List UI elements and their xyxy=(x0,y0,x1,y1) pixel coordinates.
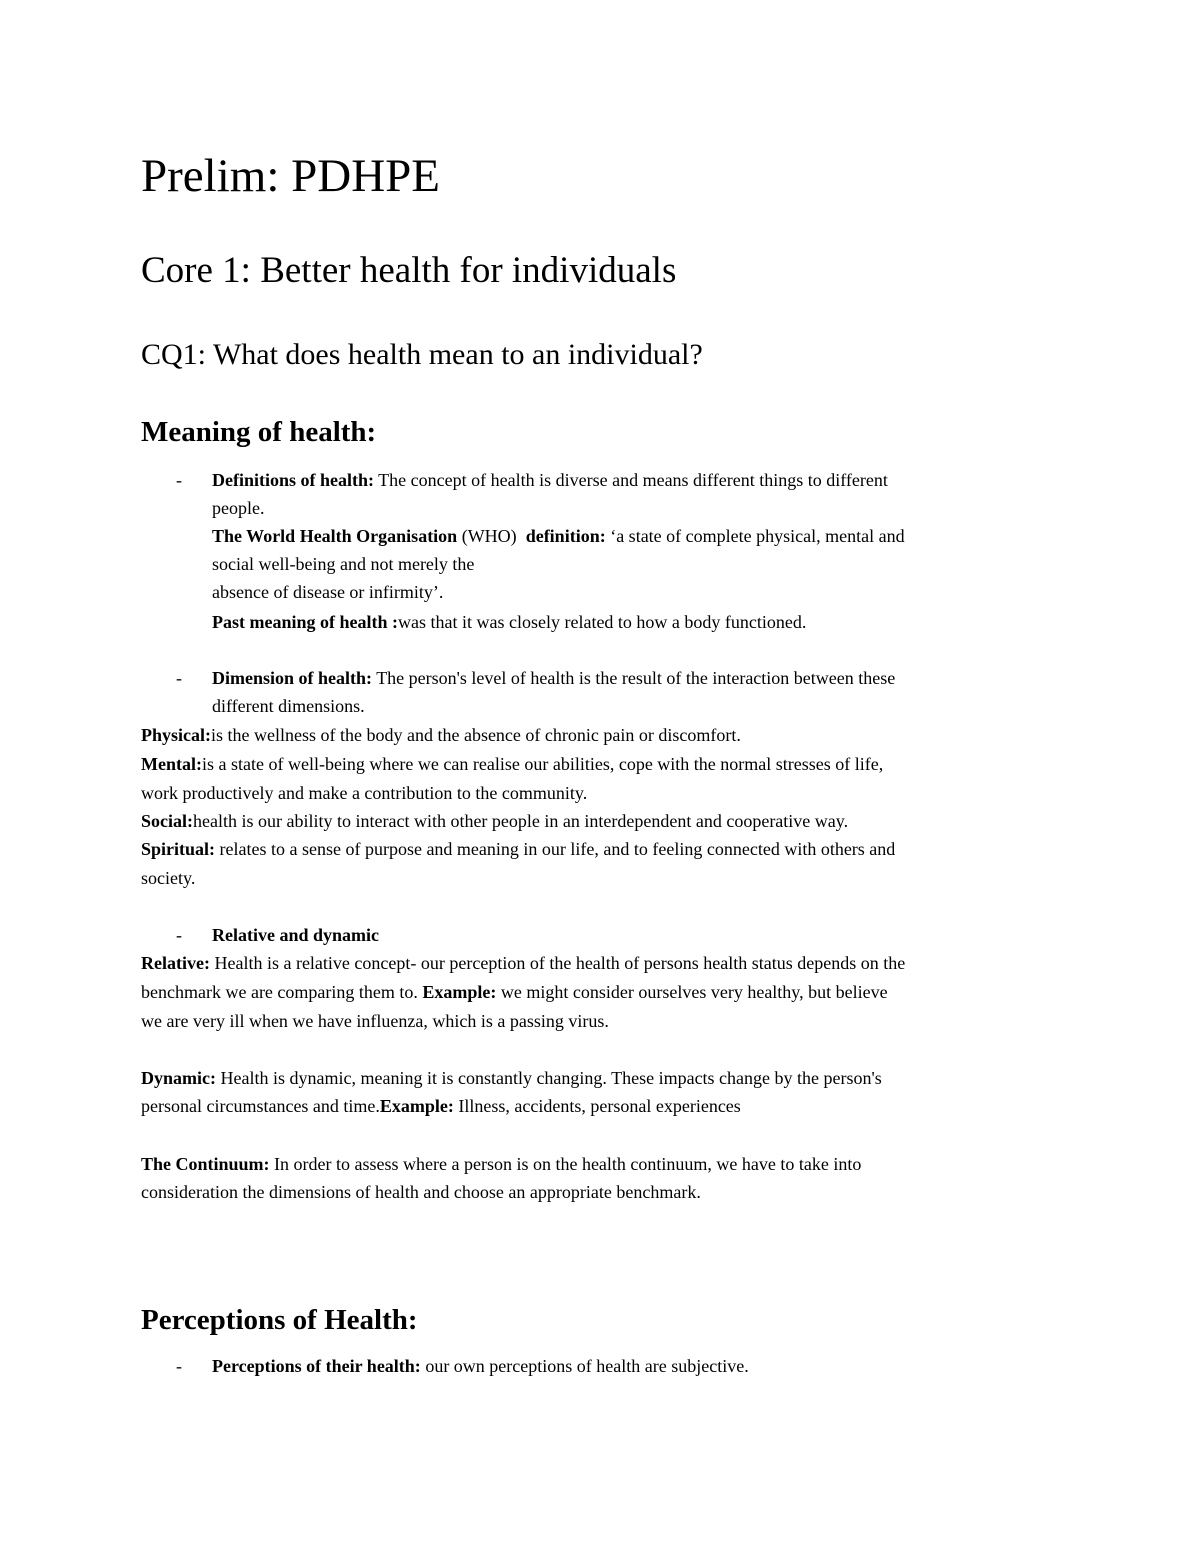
spiritual-text: relates to a sense of purpose and meaning in our life, and to feeling connected with others and xyxy=(215,839,896,859)
dynamic-line-2 xyxy=(141,1092,741,1121)
dynamic-text: Health is dynamic, meaning it is constantly changing. These impacts change by the person's xyxy=(216,1068,882,1088)
relative-label: Relative: xyxy=(141,953,210,973)
past-meaning-line xyxy=(212,608,806,637)
definitions-line xyxy=(212,466,888,495)
relative-line-3: we are very ill when we have influenza, which is a passing virus. xyxy=(141,1011,609,1031)
definitions-label: Definitions of health: xyxy=(212,470,374,490)
relative-text: Health is a relative concept- our perception of the health of persons health status depends on the xyxy=(209,953,906,973)
definitions-text: The concept of health is diverse and means different things to different xyxy=(374,470,888,490)
past-meaning-label: Past meaning of health : xyxy=(212,612,398,632)
example-label: Example: xyxy=(422,982,497,1002)
cq-heading: CQ1: What does health mean to an individual? xyxy=(141,338,703,371)
dynamic-line xyxy=(141,1064,882,1093)
who-definition-line-3: absence of disease or infirmity’. xyxy=(212,582,444,602)
social-text: health is our ability to interact with other people in an interdependent and cooperative way. xyxy=(193,811,849,831)
dimension-line xyxy=(212,664,895,693)
continuum-line xyxy=(141,1150,861,1179)
dynamic-example-label: Example: xyxy=(379,1096,454,1116)
social-line xyxy=(141,807,848,836)
mental-label: Mental: xyxy=(141,754,202,774)
dimension-label: Dimension of health: xyxy=(212,668,373,688)
perceptions-heading: Perceptions of Health: xyxy=(141,1304,418,1336)
core-heading: Core 1: Better health for individuals xyxy=(141,250,677,291)
relative-line-2 xyxy=(141,978,888,1007)
dynamic-label: Dynamic: xyxy=(141,1068,216,1088)
perceptions-text: our own perceptions of health are subjective. xyxy=(420,1356,749,1376)
physical-line xyxy=(141,721,741,750)
physical-label: Physical: xyxy=(141,725,211,745)
spiritual-line xyxy=(141,835,895,864)
spiritual-line-2: society. xyxy=(141,868,196,888)
dynamic-text-2b: Illness, accidents, personal experiences xyxy=(453,1096,741,1116)
page-title: Prelim: PDHPE xyxy=(141,150,441,202)
relative-text-2a: benchmark we are comparing them to. xyxy=(141,982,423,1002)
mental-line xyxy=(141,750,883,779)
continuum-line-2: consideration the dimensions of health and choose an appropriate benchmark. xyxy=(141,1182,701,1202)
relative-dynamic-label xyxy=(212,921,379,950)
dynamic-text-2a: personal circumstances and time. xyxy=(141,1096,380,1116)
bullet-marker: - xyxy=(176,925,182,945)
relative-text-2b: we might consider ourselves very healthy, but believe xyxy=(496,982,888,1002)
relative-line xyxy=(141,949,905,978)
bullet-marker: - xyxy=(176,470,182,490)
continuum-label: The Continuum: xyxy=(141,1154,270,1174)
who-def-label: definition: xyxy=(525,526,606,546)
continuum-text: In order to assess where a person is on the health continuum, we have to take into xyxy=(269,1154,862,1174)
perceptions-line xyxy=(212,1352,749,1381)
who-definition-line xyxy=(212,522,905,551)
bullet-marker: - xyxy=(176,1356,182,1376)
who-label: The World Health Organisation xyxy=(212,526,458,546)
bullet-marker: - xyxy=(176,668,182,688)
social-label: Social: xyxy=(141,811,193,831)
who-abbr: (WHO) xyxy=(457,526,526,546)
physical-text: is the wellness of the body and the absence of chronic pain or discomfort. xyxy=(211,725,741,745)
dimension-text: The person's level of health is the result of the interaction between these xyxy=(372,668,896,688)
definitions-line-2: people. xyxy=(212,498,265,518)
perceptions-label: Perceptions of their health: xyxy=(212,1356,421,1376)
spiritual-label: Spiritual: xyxy=(141,839,216,859)
mental-text: is a state of well-being where we can realise our abilities, cope with the normal stresses of life, xyxy=(201,754,884,774)
past-meaning-text: was that it was closely related to how a body functioned. xyxy=(398,612,807,632)
who-definition-line-2: social well-being and not merely the xyxy=(212,554,475,574)
dimension-line-2: different dimensions. xyxy=(212,696,365,716)
who-def-text: ‘a state of complete physical, mental and xyxy=(605,526,905,546)
relative-dynamic-text: Relative and dynamic xyxy=(212,925,380,945)
meaning-heading: Meaning of health: xyxy=(141,416,377,448)
mental-line-2: work productively and make a contribution to the community. xyxy=(141,783,588,803)
